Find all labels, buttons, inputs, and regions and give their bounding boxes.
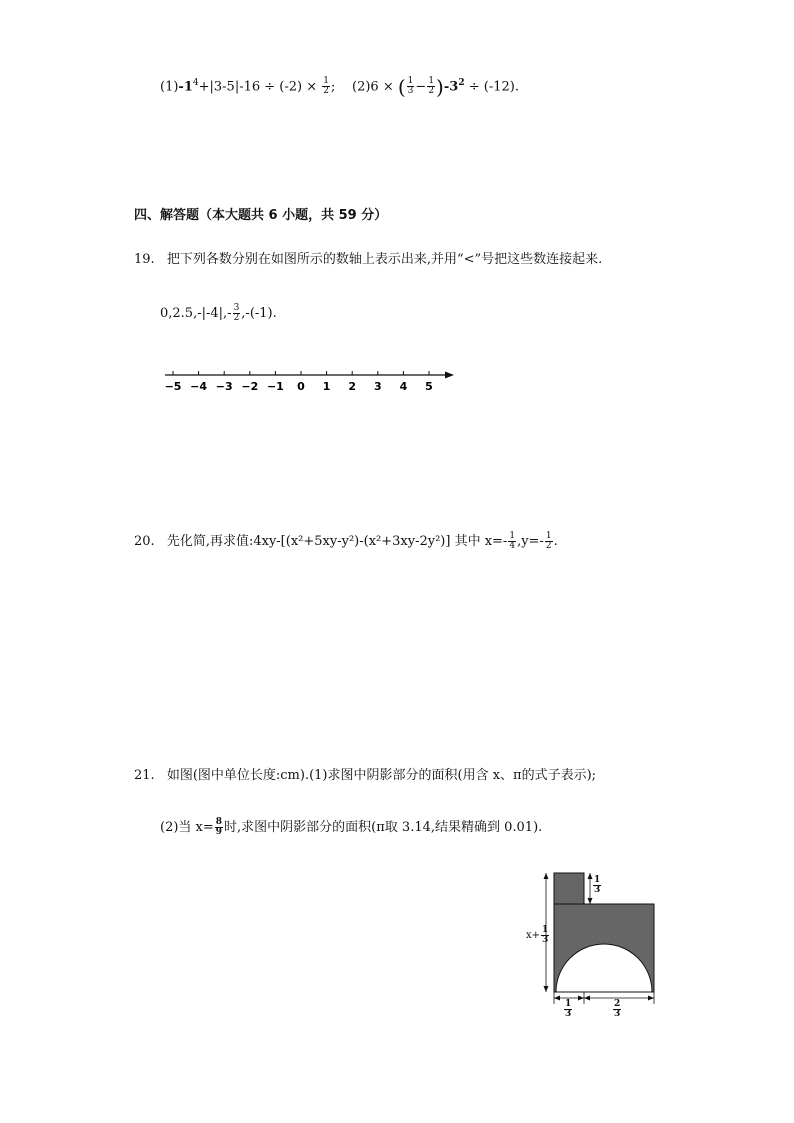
calc1-exponent: 4 [192,78,199,88]
calc-problem-2 [352,74,519,99]
q19-number: 19. [134,252,155,267]
q20-mid: ,y=- [517,534,544,549]
q20-fracx-num: 1 [509,531,516,541]
arrow-left-icon-2 [584,996,590,1001]
tick-label: −3 [215,380,233,393]
calc2-paren-open: ( [397,74,406,99]
br-frac-den: 3 [614,1009,621,1019]
q19-text: 把下列各数分别在如图所示的数轴上表示出来,并用“<”号把这些数连接起来. [166,252,603,267]
calc2-fraction-1 [407,77,415,96]
bottom-left-label [564,1000,572,1019]
calc2-frac1-num: 1 [407,76,414,87]
number-line-arrow-icon [445,372,454,379]
q21-line2-a: (2)当 x= [160,820,214,835]
calc1-frac-num: 1 [323,76,329,87]
q19-frac-num: 3 [233,303,240,313]
top-frac-den: 3 [594,885,601,895]
arrow-right-icon [578,996,584,1001]
tick-label: −4 [190,380,208,393]
calc2-fraction-2 [427,77,435,96]
calc1-label: (1) [160,79,179,95]
tick-label: 5 [425,380,433,393]
tick-label: −1 [266,380,284,393]
tick-label: −5 [164,380,182,393]
tick-label: 3 [373,380,382,393]
arrow-right-icon-2 [648,996,654,1001]
shaded-region [554,873,654,992]
calc1-term: -1 [178,79,193,95]
q19-list-a: 0,2.5,-|-4|,- [160,306,232,321]
q20-question [134,532,558,551]
q20-tail: . [553,534,558,549]
calc2-lead: 6 × [370,79,394,95]
tick-label: 2 [348,380,357,393]
section-heading: 四、解答题（本大题共 6 小题，共 59 分） [134,208,388,223]
number-line-ticks [165,371,433,393]
calc2-tail: ÷ (-12). [468,79,519,95]
calc2-mid: -3 [443,79,459,95]
top-frac-num: 1 [594,875,601,885]
tick-label: 1 [322,380,331,393]
top-dimension-label [593,876,601,895]
tick-label: 0 [297,380,305,393]
tick-label: 4 [399,380,408,393]
bl-frac-num: 1 [565,999,572,1009]
q21-number: 21. [134,768,155,783]
calc2-label: (2) [352,79,371,95]
q21-line2 [160,818,542,837]
left-dimension-label [526,926,550,945]
q21-line1: 如图(图中单位长度:cm).(1)求图中阴影部分的面积(用含 x、π的式子表示); [166,768,597,783]
calc2-exponent: 2 [458,78,465,88]
q19-frac-den: 2 [233,313,240,323]
q21-figure [524,866,664,1022]
arrow-left-icon [554,996,560,1001]
left-frac [541,926,549,945]
arrow-down-icon [544,986,549,992]
q21-question [134,768,596,784]
bl-frac-den: 3 [565,1009,572,1019]
q21-line2-b: 时,求图中阴影部分的面积(π取 3.14,结果精确到 0.01). [224,820,543,835]
q20-text: 先化简,再求值:4xy-[(x²+5xy-y²)-(x²+3xy-2y²)] 其中 x=- [166,534,508,549]
tick-label: −2 [241,380,259,393]
calc1-expression: +|3-5|-16 ÷ (-2) × [198,79,318,95]
calc1-fraction [322,77,330,96]
calc2-minus: − [415,79,427,95]
q20-number: 20. [134,534,155,549]
q20-fraction-x [508,532,516,551]
number-line [160,366,460,398]
arrow-up-icon [544,873,549,879]
q19-list-b: ,-(-1). [241,306,277,321]
br-frac-num: 2 [614,999,621,1009]
q20-fraction-y [545,532,553,551]
calc2-frac2-num: 1 [428,76,435,87]
q20-fracy-den: 2 [545,541,552,551]
calc1-tail: ; [331,79,336,95]
arrow-down-icon-2 [588,898,593,904]
calc-problem-1 [160,75,335,96]
q21-frac-den: 9 [215,827,223,837]
left-frac-num: 1 [542,925,549,935]
calc1-frac-den: 2 [323,86,329,97]
q20-fracx-den: 4 [509,541,516,551]
bottom-right-label [613,1000,621,1019]
q21-fraction [215,818,223,837]
q19-number-list [160,304,277,323]
calc2-paren-close: ) [436,74,444,99]
calc2-frac1-den: 3 [407,86,414,97]
q21-frac-num: 8 [215,817,223,827]
calc2-frac2-den: 2 [428,86,435,97]
q20-fracy-num: 1 [545,531,552,541]
arrow-up-icon-2 [588,873,593,879]
q19-fraction [233,304,241,323]
left-frac-den: 3 [542,935,549,945]
q19-question [134,252,602,268]
left-prefix: x+ [526,930,541,941]
